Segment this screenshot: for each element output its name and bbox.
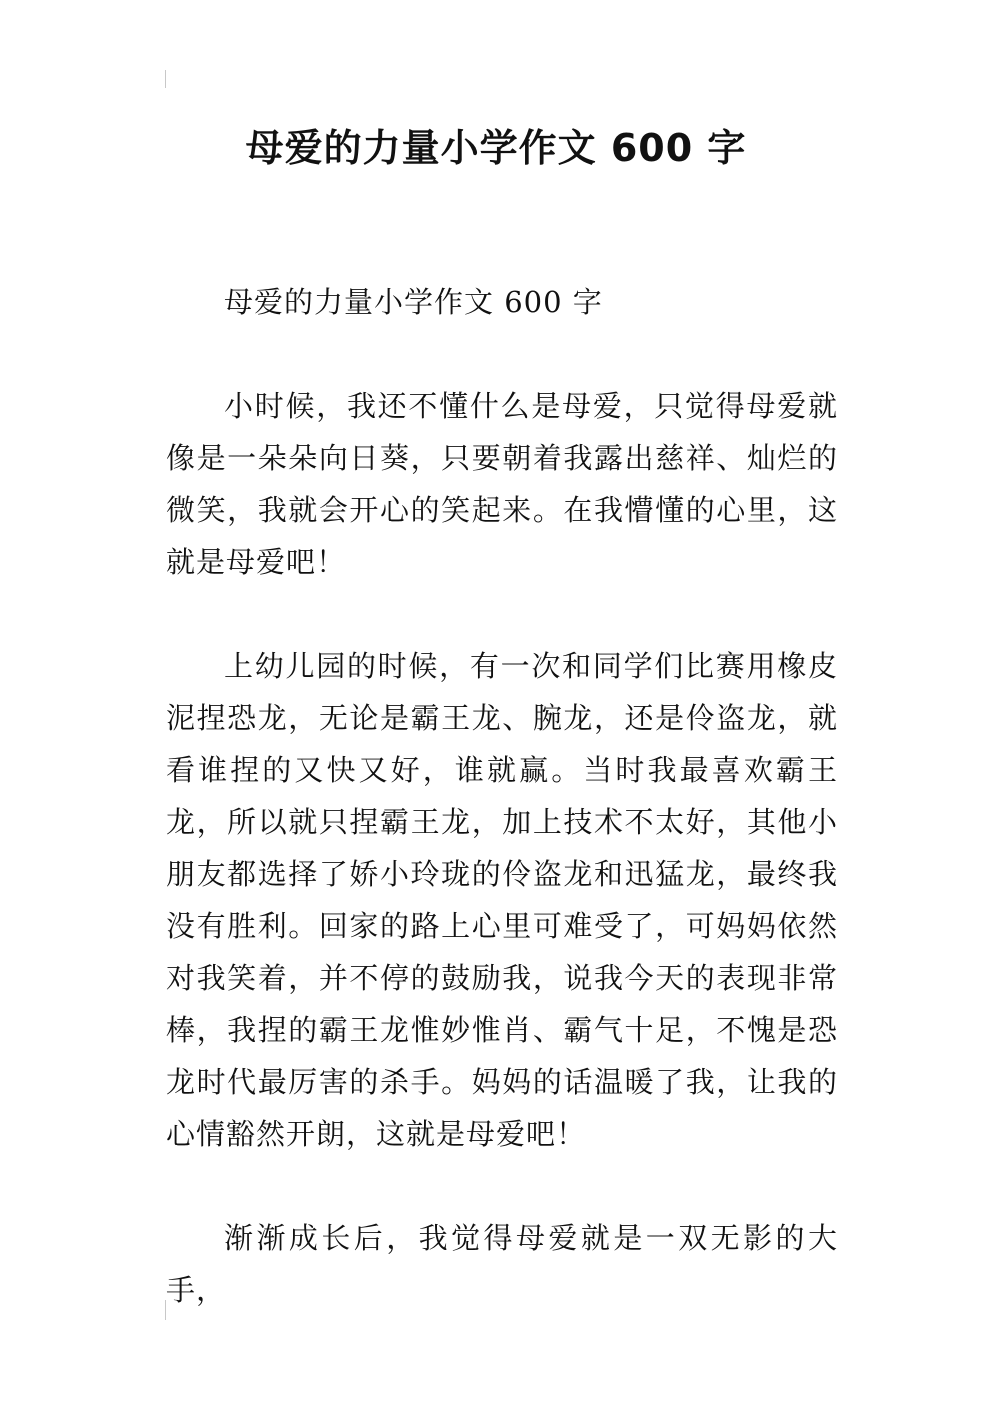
body-paragraph-1: 小时候，我还不懂什么是母爱，只觉得母爱就像是一朵朵向日葵，只要朝着我露出慈祥、灿烂的微笑，我就会开心的笑起来。在我懵懂的心里，这就是母爱吧！ (166, 389, 838, 579)
document-body (166, 276, 838, 1316)
page-margin-mark-top (165, 70, 166, 88)
body-heading-paragraph: 母爱的力量小学作文 600 字 (224, 285, 603, 319)
document-title: 母爱的力量小学作文 600 字 (245, 126, 747, 170)
body-paragraph-2: 上幼儿园的时候，有一次和同学们比赛用橡皮泥捏恐龙，无论是霸王龙、腕龙，还是伶盗龙，就看谁捏的又快又好，谁就赢。当时我最喜欢霸王龙，所以就只捏霸王龙，加上技术不太好，其他小朋友都选择了娇小玲珑的伶盗龙和迅猛龙，最终我没有胜利。回家的路上心里可难受了，可妈妈依然对我笑着，并不停的鼓励我，说我今天的表现非常棒，我捏的霸王龙惟妙惟肖、霸气十足，不愧是恐龙时代最厉害的杀手。妈妈的话温暖了我，让我的心情豁然开朗，这就是母爱吧！ (166, 649, 838, 1151)
body-paragraph-3: 渐渐成长后，我觉得母爱就是一双无影的大手， (166, 1221, 838, 1307)
